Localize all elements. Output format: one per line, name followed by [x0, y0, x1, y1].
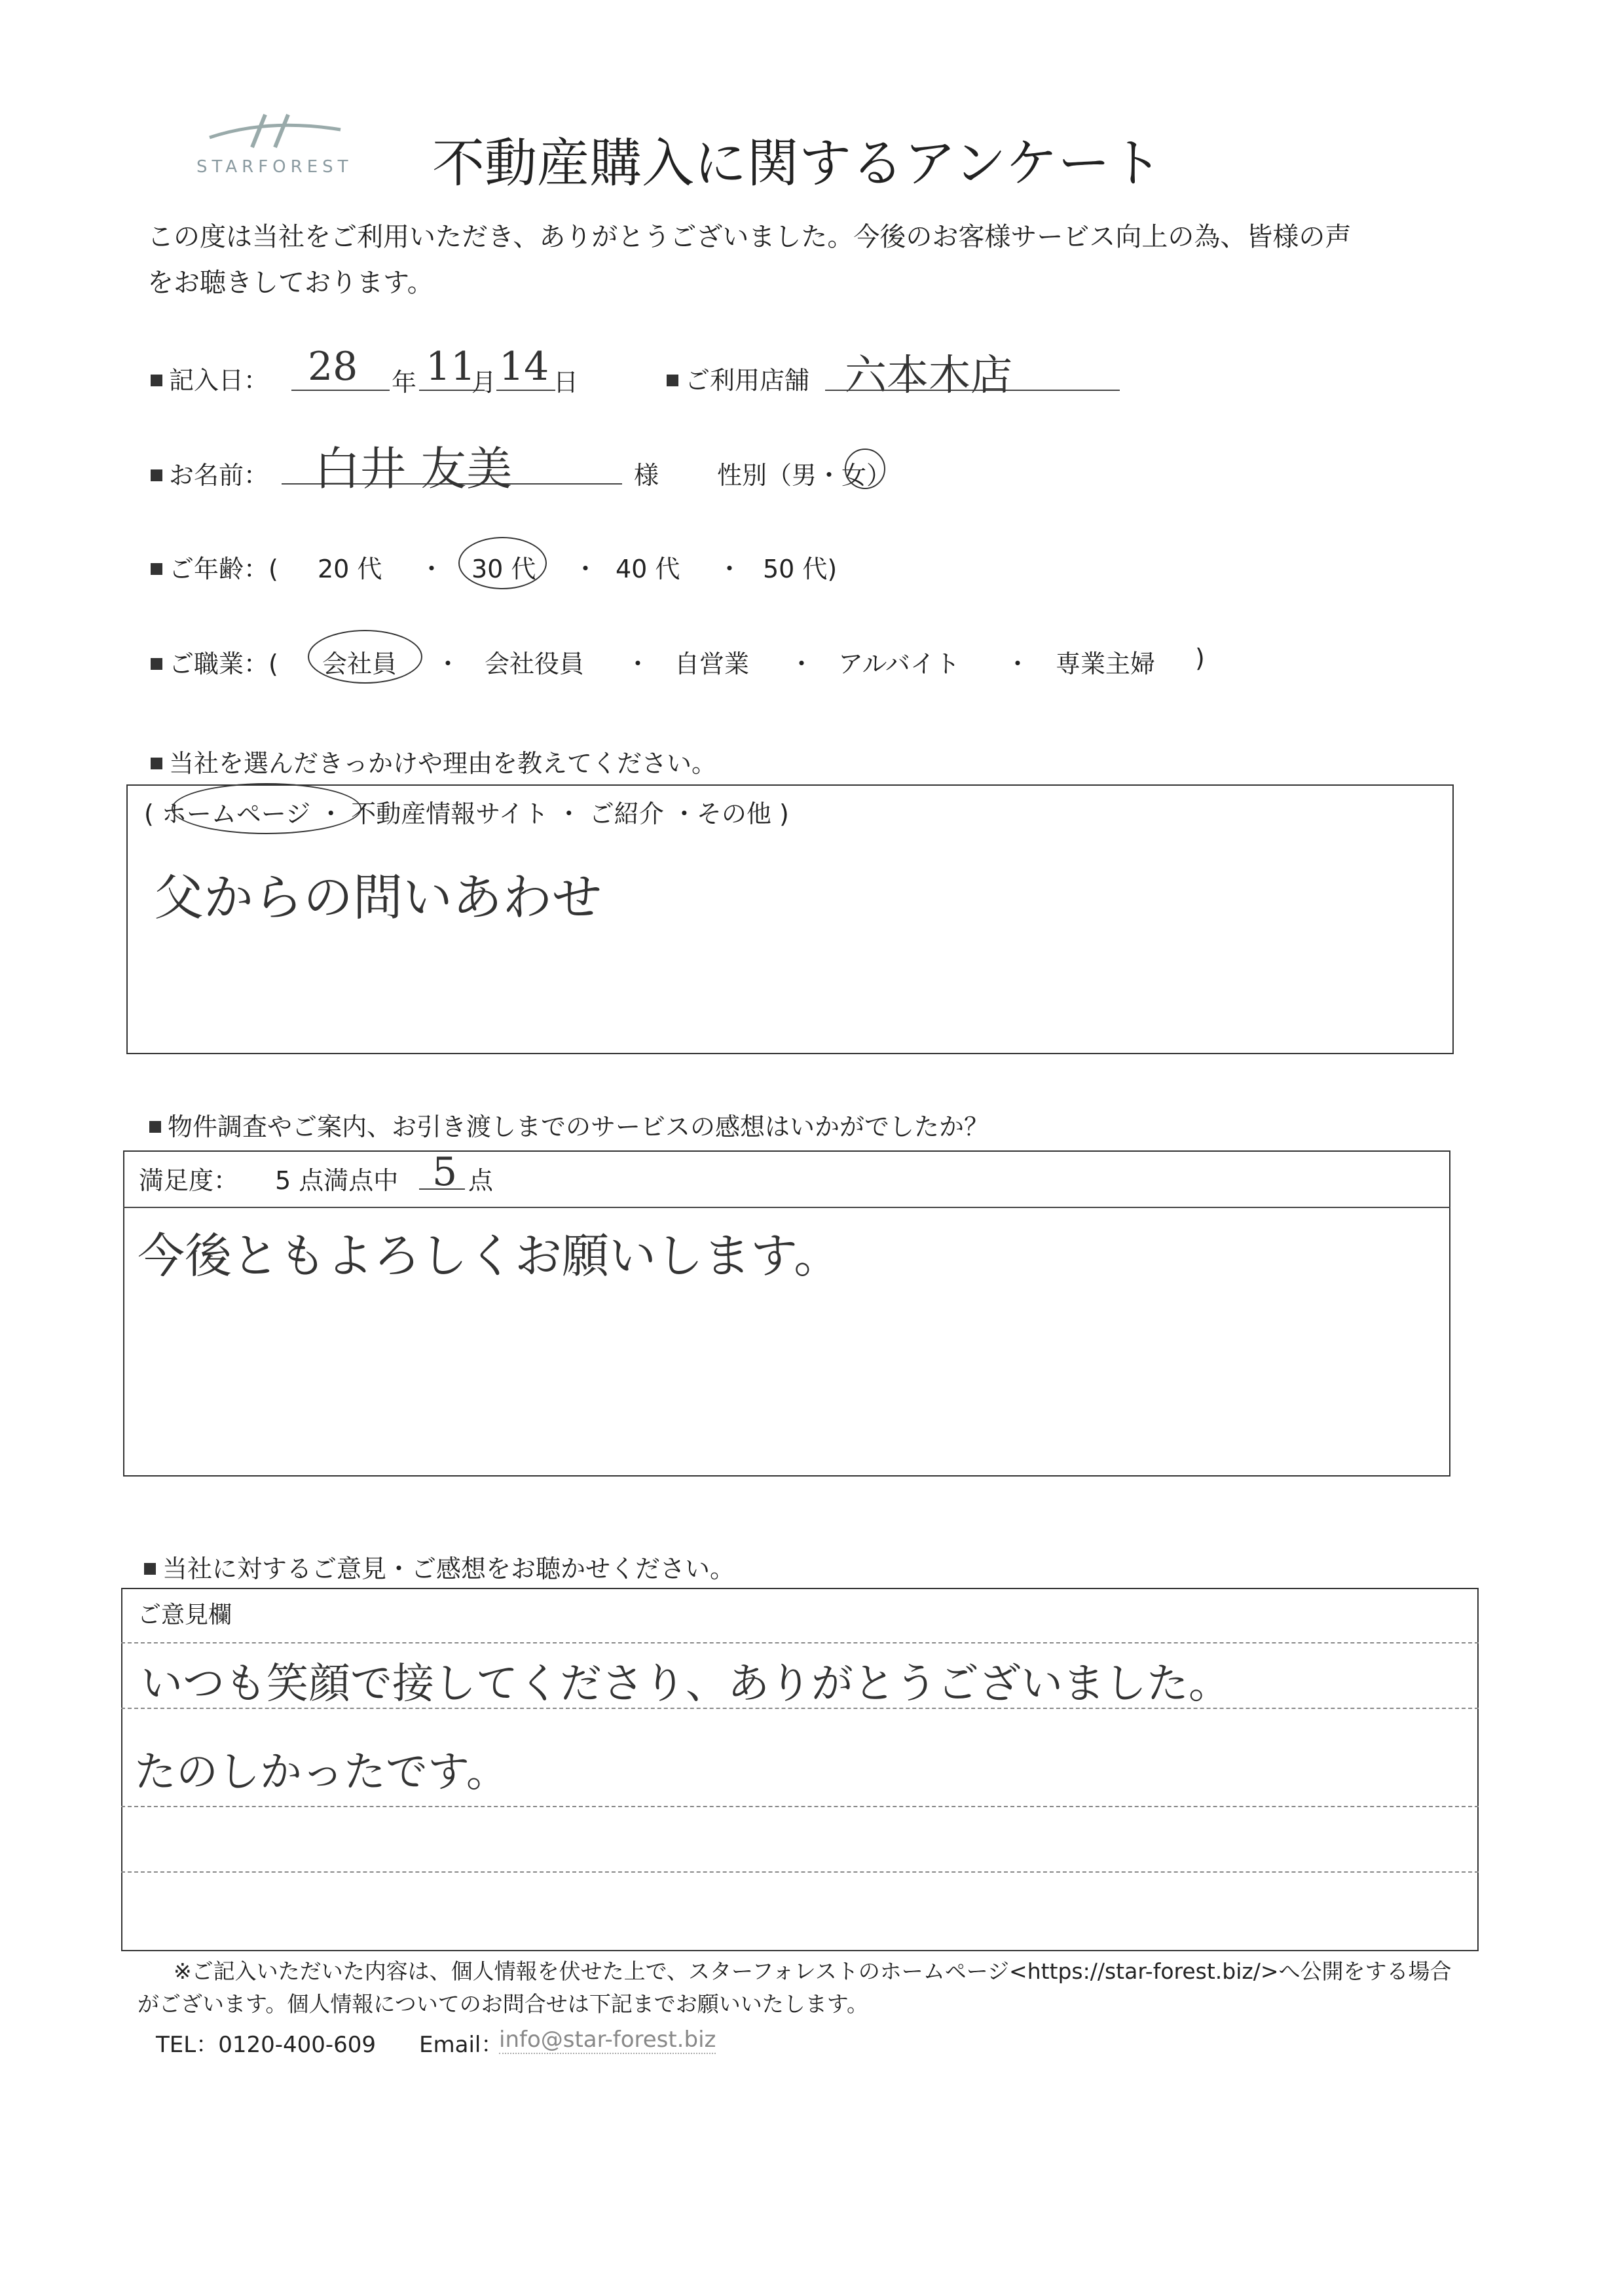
store-label — [667, 360, 809, 396]
q2-heading — [149, 1107, 989, 1143]
month-unit: 月 — [471, 368, 497, 397]
year-underline — [291, 390, 390, 391]
q3-heading-text: 当社に対するご意見・ご感想をお聴かせください。 — [162, 1554, 735, 1583]
age-sep: ・ — [717, 555, 743, 583]
age-option-30[interactable]: 30 代 — [471, 555, 536, 583]
occupation-sep: ・ — [625, 650, 651, 678]
occupation-option-executive[interactable]: 会社役員 — [485, 650, 585, 678]
age-row — [151, 549, 278, 585]
bullet-icon — [151, 658, 162, 670]
occupation-option-self-employed[interactable]: 自営業 — [674, 650, 750, 678]
bullet-icon — [151, 469, 162, 481]
occupation-selected-circle — [308, 630, 422, 684]
footer-note-1: ※ご記入いただいた内容は、個人情報を伏せた上で、スターフォレストのホームページ<https://star-forest.biz/>へ公開をする場合 — [174, 1958, 1452, 1984]
age-option-40[interactable]: 40 代 — [616, 555, 680, 583]
age-selected-circle — [458, 537, 547, 589]
occupation-row — [151, 644, 278, 680]
name-label-text: お名前： — [169, 461, 269, 490]
occupation-option-employee[interactable]: 会社員 — [322, 650, 397, 678]
q1-heading — [151, 743, 716, 779]
year-unit: 年 — [392, 368, 417, 397]
footer-tel: TEL：0120-400-609 — [156, 2032, 377, 2058]
gender-options[interactable]: 性別（男・女） — [717, 461, 892, 490]
q1-choices[interactable]: ( ホームページ ・ 不動産情報サイト ・ ご紹介 ・その他 ) — [144, 799, 789, 828]
bullet-icon — [667, 375, 678, 386]
logo-brand-text: STARFOREST — [196, 157, 353, 177]
store-value[interactable]: 六本木店 — [845, 352, 1012, 400]
month-value[interactable]: 11 — [426, 344, 476, 390]
q3-answer-line-2[interactable]: たのしかったです。 — [134, 1748, 508, 1797]
bullet-icon — [144, 1563, 156, 1575]
q2-satisfaction-label: 満足度： — [139, 1166, 239, 1195]
q3-line — [121, 1642, 1479, 1643]
q2-satisfaction-value[interactable]: 5 — [432, 1149, 458, 1195]
occupation-sep: ・ — [1005, 650, 1031, 678]
q3-line — [121, 1871, 1479, 1873]
bullet-icon — [151, 563, 162, 575]
gender-selected-circle — [845, 449, 885, 489]
store-label-text: ご利用店舗 — [685, 366, 810, 395]
name-suffix: 様 — [634, 461, 659, 490]
q2-satisfaction-scale: 5 点満点中 — [275, 1166, 399, 1195]
age-sep: ・ — [419, 555, 445, 583]
q2-divider — [123, 1207, 1450, 1208]
age-sep: ・ — [573, 555, 599, 583]
day-value[interactable]: 14 — [499, 344, 549, 390]
age-option-50[interactable]: 50 代) — [763, 555, 838, 583]
q1-heading-text: 当社を選んだきっかけや理由を教えてください。 — [169, 749, 717, 778]
q2-heading-text: 物件調査やご案内、お引き渡しまでのサービスの感想はいかがでしたか？ — [168, 1112, 989, 1141]
q1-answer[interactable]: 父からの問いあわせ — [154, 868, 602, 927]
date-label-text: 記入日： — [169, 366, 269, 395]
q2-answer[interactable]: 今後ともよろしくお願いします。 — [138, 1228, 841, 1283]
age-label: ご年齢：( — [169, 555, 278, 583]
name-value[interactable]: 白井 友美 — [314, 442, 513, 496]
date-label — [151, 360, 268, 396]
q3-heading — [144, 1549, 735, 1585]
q3-line — [121, 1806, 1479, 1807]
footer-email-link[interactable]: info@star-forest.biz — [499, 2027, 716, 2053]
intro-line-2: をお聴きしております。 — [147, 268, 434, 298]
bullet-icon — [151, 758, 162, 769]
year-value[interactable]: 28 — [308, 344, 358, 390]
occupation-option-part-time[interactable]: アルバイト — [838, 650, 960, 678]
q2-answer-box[interactable] — [123, 1150, 1450, 1477]
intro-line-1: この度は当社をご利用いただき、ありがとうございました。今後のお客様サービス向上の為、皆様の声 — [147, 222, 1352, 252]
bullet-icon — [151, 375, 162, 386]
q1-selected-circle — [172, 783, 361, 834]
day-unit: 日 — [553, 368, 579, 397]
name-label — [151, 455, 268, 491]
page-title: 不動産購入に関するアンケート — [432, 133, 1163, 194]
occupation-sep: ・ — [435, 650, 461, 678]
footer-note-2: がございます。個人情報についてのお問合せは下記までお願いいたします。 — [138, 1991, 869, 2017]
occupation-sep: ・ — [789, 650, 815, 678]
q2-satisfaction-unit: 点 — [468, 1166, 494, 1195]
occupation-label: ご職業：( — [169, 650, 278, 678]
day-underline — [496, 390, 555, 391]
occupation-close-paren: ) — [1195, 644, 1205, 672]
q3-box-label: ご意見欄 — [138, 1602, 232, 1628]
age-option-20[interactable]: 20 代 — [318, 555, 382, 583]
bullet-icon — [149, 1121, 161, 1133]
footer-email-label: Email： — [419, 2032, 504, 2058]
q3-answer-line-1[interactable]: いつも笑顔で接してくださり、ありがとうございました。 — [141, 1660, 1230, 1708]
occupation-option-homemaker[interactable]: 専業主婦 — [1056, 650, 1156, 678]
